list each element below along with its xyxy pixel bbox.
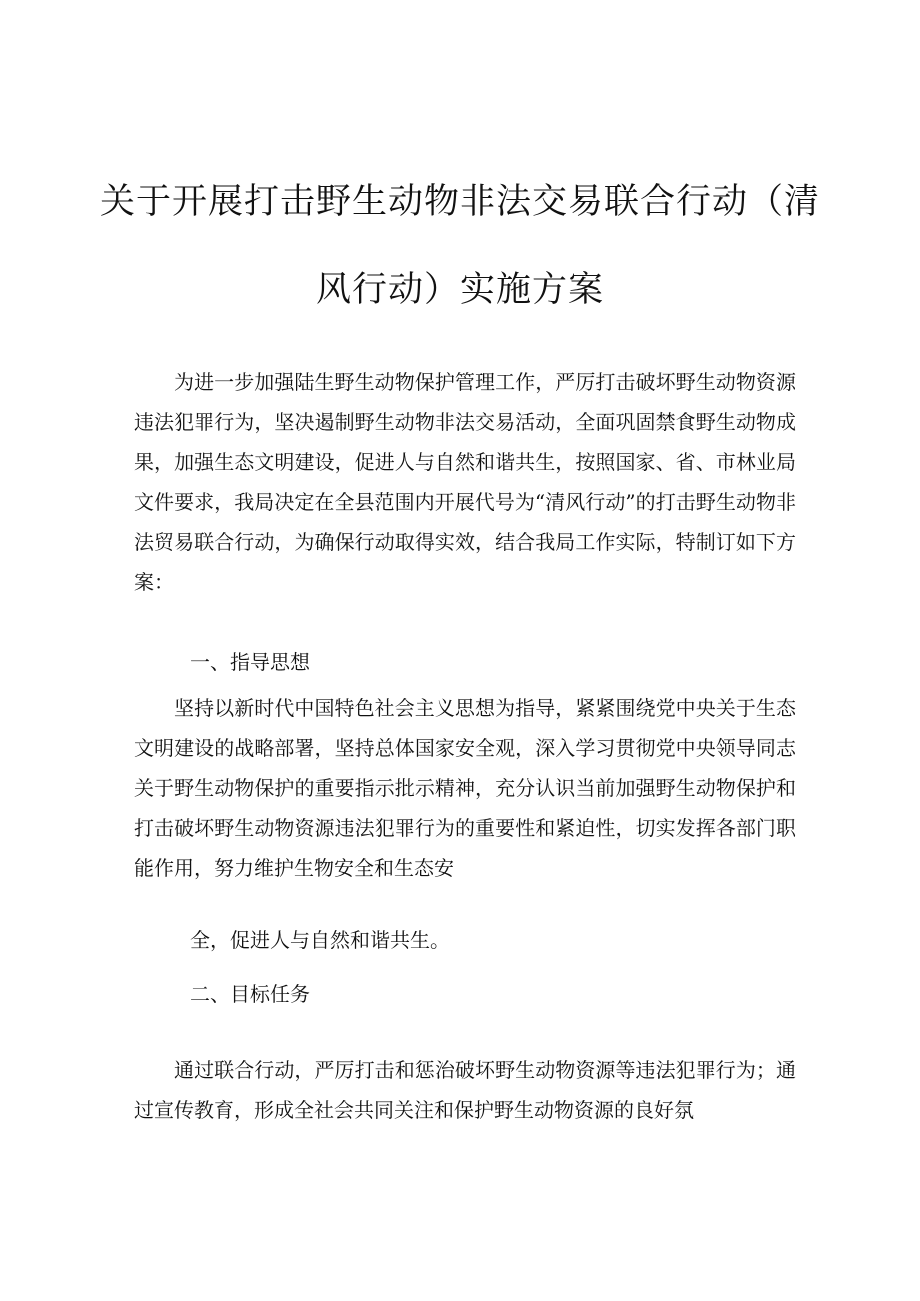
guiding-ideology-paragraph: 坚持以新时代中国特色社会主义思想为指导，紧紧围绕党中央关于生态文明建设的战略部署，坚持总体国家安全观，深入学习贯彻党中央领导同志关于野生动物保护的重要指示批示精神，充分认识当前加强野生动物保护和打击破坏野生动物资源违法犯罪行为的重要性和紧迫性，切实发挥各部门职能作用，努力维护生物安全和生态安 <box>134 696 796 880</box>
guiding-ideology-paragraph-continued: 全，促进人与自然和谐共生。 <box>190 928 450 952</box>
section-heading-objectives: 二、目标任务 <box>190 982 310 1006</box>
document-title-line-1: 关于开展打击野生动物非法交易联合行动（清 <box>99 182 820 222</box>
intro-paragraph: 为进一步加强陆生野生动物保护管理工作，严厉打击破坏野生动物资源违法犯罪行为，坚决遏制野生动物非法交易活动，全面巩固禁食野生动物成果，加强生态文明建设，促进人与自然和谐共生，按照国家、省、市林业局文件要求，我局决定在全县范围内开展代号为“清风行动”的打击野生动物非法贸易联合行动，为确保行动取得实效，结合我局工作实际，特制订如下方案： <box>134 370 796 594</box>
section-heading-guiding-ideology: 一、指导思想 <box>190 650 310 674</box>
objectives-paragraph: 通过联合行动，严厉打击和惩治破坏野生动物资源等违法犯罪行为；通过宣传教育，形成全社会共同关注和保护野生动物资源的良好氛 <box>134 1058 796 1122</box>
document-title-line-2: 风行动）实施方案 <box>315 270 604 310</box>
